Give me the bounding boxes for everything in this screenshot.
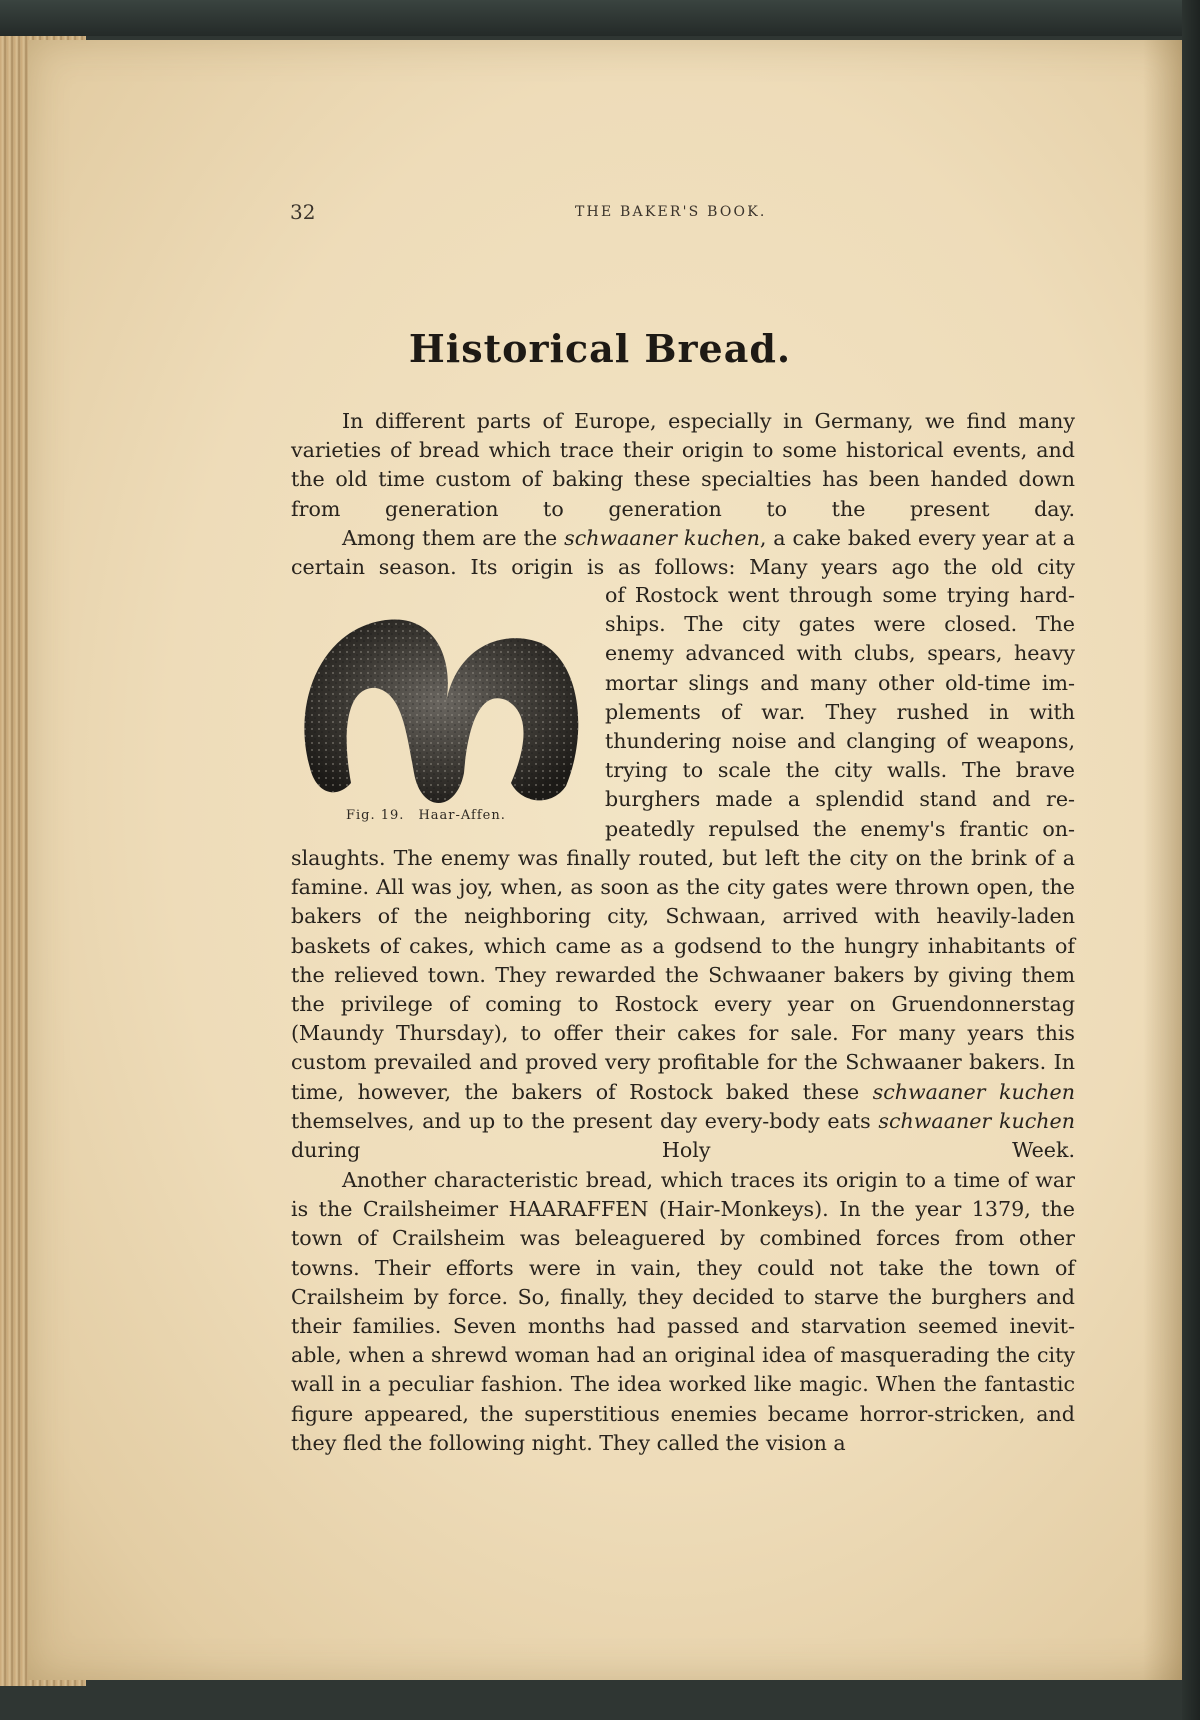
book-cover-top bbox=[0, 0, 1200, 36]
figure-caption-text: Haar-Affen. bbox=[418, 808, 506, 823]
wrapped-line: plements of war. They rushed in with bbox=[605, 699, 1075, 724]
wrapped-line: enemy advanced with clubs, spears, heavy bbox=[605, 641, 1075, 666]
italic-term: schwaaner kuchen bbox=[878, 1108, 1075, 1133]
paragraph-text: slaughts. The enemy was finally routed, but left the city on the brink of a famine. All was joy, when, as soon as the city gates were thrown open, the bakers of the neighboring city, Schwaan, arrived with heavily-laden baskets of cakes, which came as a godsend to the hungry inhabitants of the relieved town. They rewarded the Schwaaner bakers by giving them the privilege of coming to Rostock every year on Gruendonnerstag (Maundy Thursday), to offer their cakes for sale. For many years this custom prevailed and proved very profitable for the Schwaaner bakers. In time, however, the bakers of Rostock baked these bbox=[291, 846, 1075, 1104]
book-cover-right bbox=[1182, 0, 1200, 1720]
figure-label: Fig. 19. bbox=[346, 808, 405, 823]
wrapped-line: burghers made a splendid stand and re- bbox=[605, 787, 1075, 812]
wrapped-line: thundering noise and clanging of weapons, bbox=[605, 729, 1075, 753]
italic-term: schwaaner kuchen bbox=[872, 1079, 1075, 1104]
paragraph-text: themselves, and up to the present day every-body eats bbox=[291, 1108, 879, 1133]
paragraph-text: during Holy Week. bbox=[291, 1138, 1075, 1163]
paragraph-2-text: Among them are the bbox=[342, 526, 565, 550]
paragraph-2-continued bbox=[291, 844, 1075, 1165]
wrapped-line: mortar slings and many other old-time im- bbox=[605, 670, 1075, 695]
wrapped-line: trying to scale the city walls. The brave bbox=[605, 758, 1075, 783]
paragraph-2-text: , a cake baked every year at a certain season. Its origin is as follows: Many years ago the old city bbox=[291, 526, 1075, 580]
figure-caption bbox=[346, 808, 520, 823]
page-number: 32 bbox=[290, 200, 316, 224]
paragraph-2 bbox=[291, 524, 1075, 582]
haar-affen-illustration bbox=[296, 608, 584, 823]
bread-loop-icon bbox=[296, 608, 584, 823]
chapter-title: Historical Bread. bbox=[408, 326, 792, 371]
paragraph-1: In different parts of Europe, especially in Germany, we find many varieties of bread which trace their origin to some historical events, and the old time custom of baking these specialties has been handed down from generation to generation to the present day. bbox=[291, 409, 1075, 521]
wrapped-line: of Rostock went through some trying hard- bbox=[605, 583, 1075, 607]
wrapped-line: ships. The city gates were closed. The bbox=[605, 612, 1075, 637]
italic-term: schwaaner kuchen bbox=[564, 526, 760, 550]
wrapped-line: peatedly repulsed the enemy's frantic on- bbox=[605, 816, 1075, 841]
paragraph-3: Another characteristic bread, which traces its origin to a time of war is the Crailsheimer HAARAFFEN (Hair-Monkeys). In the year 1379, the town of Crailsheim was beleaguered by combined forces from other towns. Their efforts were in vain, they could not take the town of Crailsheim by force. So, finally, they decided to starve the burghers and their families. Seven months had passed and starvation seemed inevit-able, when a shrewd woman had an original idea of masquerading the city wall in a peculiar fashion. The idea worked like magic. When the fantastic figure appeared, the superstitious enemies became horror-stricken, and they fled the following night. They called the vision a bbox=[291, 1168, 1075, 1455]
running-head: THE BAKER'S BOOK. bbox=[575, 204, 767, 220]
